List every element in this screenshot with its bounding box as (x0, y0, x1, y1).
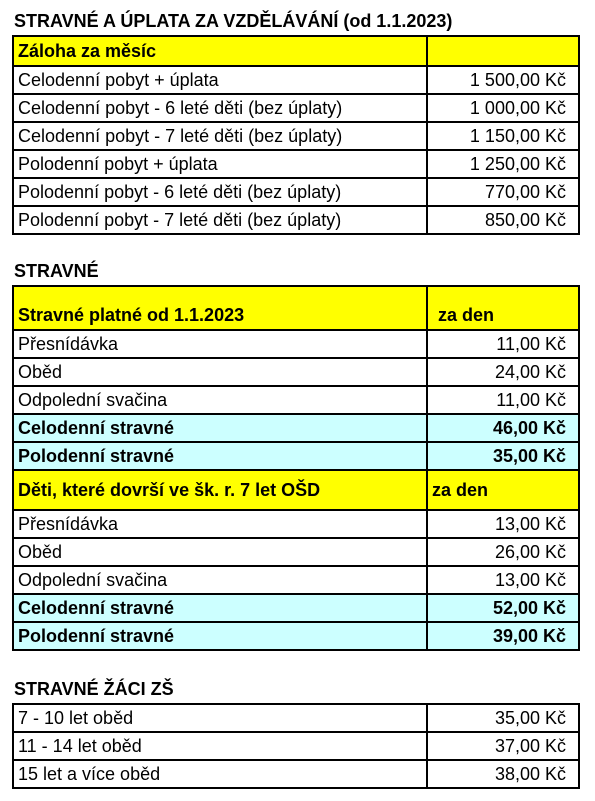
row-value: 24,00 Kč (427, 358, 579, 386)
table-row (13, 206, 579, 234)
table-row (13, 538, 579, 566)
row-label: Polodenní pobyt - 7 leté děti (bez úplaty) (13, 206, 427, 234)
total-row (13, 622, 579, 650)
table-row (13, 178, 579, 206)
meals-header-row (13, 470, 579, 510)
row-value: 13,00 Kč (427, 566, 579, 594)
row-label: Oběd (13, 538, 427, 566)
total-label: Celodenní stravné (13, 594, 427, 622)
row-label: Oběd (13, 358, 427, 386)
row-label: Celodenní pobyt - 7 leté děti (bez úplaty) (13, 122, 427, 150)
pupils-meals-table (12, 703, 580, 789)
meals-header-unit: za den (427, 470, 579, 510)
meals-header-label: Stravné platné od 1.1.2023 (13, 286, 427, 330)
monthly-fees-table (12, 35, 580, 235)
table-row (13, 66, 579, 94)
fees-header-unit (427, 36, 579, 66)
fees-header-row (13, 36, 579, 66)
row-value: 1 000,00 Kč (427, 94, 579, 122)
total-value: 52,00 Kč (427, 594, 579, 622)
row-value: 26,00 Kč (427, 538, 579, 566)
row-label: 7 - 10 let oběd (13, 704, 427, 732)
row-label: Celodenní pobyt + úplata (13, 66, 427, 94)
table-row (13, 330, 579, 358)
total-value: 35,00 Kč (427, 442, 579, 470)
row-value: 11,00 Kč (427, 386, 579, 414)
row-value: 850,00 Kč (427, 206, 579, 234)
table-row (13, 760, 579, 788)
total-label: Polodenní stravné (13, 442, 427, 470)
table-row (13, 704, 579, 732)
row-value: 770,00 Kč (427, 178, 579, 206)
total-label: Polodenní stravné (13, 622, 427, 650)
row-label: Přesnídávka (13, 510, 427, 538)
table-row (13, 94, 579, 122)
row-value: 35,00 Kč (427, 704, 579, 732)
row-label: Polodenní pobyt - 6 leté děti (bez úplaty) (13, 178, 427, 206)
meals-table (12, 285, 580, 651)
table-row (13, 386, 579, 414)
table-row (13, 122, 579, 150)
table-row (13, 358, 579, 386)
row-value: 1 150,00 Kč (427, 122, 579, 150)
row-value: 37,00 Kč (427, 732, 579, 760)
total-row (13, 414, 579, 442)
meals-header-label: Děti, které dovrší ve šk. r. 7 let OŠD (13, 470, 427, 510)
pupils-title: STRAVNÉ ŽÁCI ZŠ (14, 679, 174, 699)
table-row (13, 510, 579, 538)
fees-header-label: Záloha za měsíc (13, 36, 427, 66)
total-value: 46,00 Kč (427, 414, 579, 442)
total-label: Celodenní stravné (13, 414, 427, 442)
total-value: 39,00 Kč (427, 622, 579, 650)
meals-header-unit: za den (427, 286, 579, 330)
row-label: Odpolední svačina (13, 386, 427, 414)
table-row (13, 732, 579, 760)
row-value: 1 250,00 Kč (427, 150, 579, 178)
row-label: 11 - 14 let oběd (13, 732, 427, 760)
row-value: 1 500,00 Kč (427, 66, 579, 94)
table-row (13, 566, 579, 594)
row-label: Polodenní pobyt + úplata (13, 150, 427, 178)
meals-title: STRAVNÉ (14, 261, 99, 281)
total-row (13, 594, 579, 622)
row-label: Celodenní pobyt - 6 leté děti (bez úplaty) (13, 94, 427, 122)
row-label: Odpolední svačina (13, 566, 427, 594)
total-row (13, 442, 579, 470)
row-label: 15 let a více oběd (13, 760, 427, 788)
fees-title: STRAVNÉ A ÚPLATA ZA VZDĚLÁVÁNÍ (od 1.1.2023) (14, 11, 453, 31)
row-value: 11,00 Kč (427, 330, 579, 358)
table-row (13, 150, 579, 178)
row-label: Přesnídávka (13, 330, 427, 358)
meals-header-row (13, 286, 579, 330)
row-value: 38,00 Kč (427, 760, 579, 788)
row-value: 13,00 Kč (427, 510, 579, 538)
